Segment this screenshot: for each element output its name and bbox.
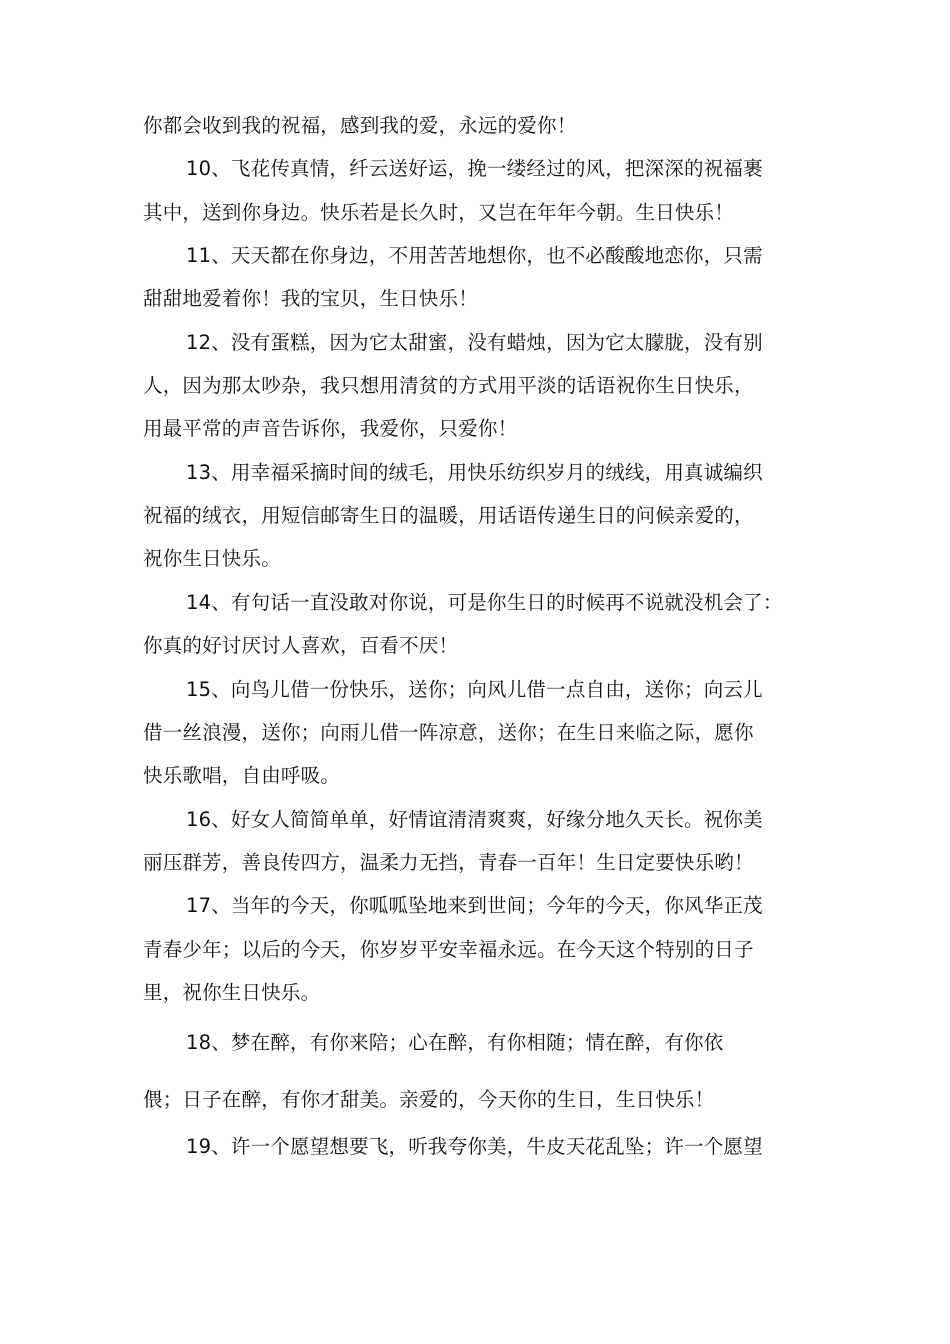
text-line: 祝福的绒衣，用短信邮寄生日的温暖，用话语传递生日的问候亲爱的， — [143, 504, 754, 527]
text-line: 偎；日子在醉，有你才甜美。亲爱的，今天你的生日，生日快乐！ — [143, 1088, 715, 1111]
text-line: 19、许一个愿望想要飞，听我夸你美，牛皮天花乱坠；许一个愿望 — [186, 1135, 763, 1158]
text-line: 你都会收到我的祝福，感到我的爱，永远的爱你！ — [143, 114, 577, 137]
text-line: 人，因为那太吵杂，我只想用清贫的方式用平淡的话语祝你生日快乐， — [143, 374, 754, 397]
text-line: 你真的好讨厌讨人喜欢，百看不厌！ — [143, 634, 459, 657]
text-line: 借一丝浪漫，送你；向雨儿借一阵凉意，送你；在生日来临之际，愿你 — [143, 721, 754, 744]
text-line: 其中，送到你身边。快乐若是长久时，又岂在年年今朝。生日快乐！ — [143, 201, 735, 224]
text-line: 18、梦在醉，有你来陪；心在醉，有你相随；情在醉，有你依 — [186, 1031, 724, 1054]
text-line: 甜甜地爱着你！我的宝贝，生日快乐！ — [143, 287, 478, 310]
text-line: 16、好女人简简单单，好情谊清清爽爽，好缘分地久天长。祝你美 — [186, 808, 763, 831]
text-line: 祝你生日快乐。 — [143, 547, 281, 570]
text-line: 10、飞花传真情，纤云送好运，挽一缕经过的风，把深深的祝福裹 — [186, 157, 763, 180]
text-line: 丽压群芳，善良传四方，温柔力无挡，青春一百年！生日定要快乐哟！ — [143, 851, 754, 874]
text-line: 用最平常的声音告诉你，我爱你，只爱你！ — [143, 417, 518, 440]
text-line: 13、用幸福采摘时间的绒毛，用快乐纺织岁月的绒线，用真诚编织 — [186, 461, 763, 484]
text-line: 快乐歌唱，自由呼吸。 — [143, 764, 341, 787]
text-line: 青春少年；以后的今天，你岁岁平安幸福永远。在今天这个特别的日子 — [143, 938, 754, 961]
text-line: 里，祝你生日快乐。 — [143, 981, 321, 1004]
text-line: 17、当年的今天，你呱呱坠地来到世间；今年的今天，你风华正茂 — [186, 894, 763, 917]
text-line: 14、有句话一直没敢对你说，可是你生日的时候再不说就没机会了： — [186, 591, 783, 614]
text-line: 15、向鸟儿借一份快乐，送你；向风儿借一点自由，送你；向云儿 — [186, 678, 763, 701]
text-line: 11、天天都在你身边，不用苦苦地想你，也不必酸酸地恋你，只需 — [186, 244, 763, 267]
text-line: 12、没有蛋糕，因为它太甜蜜，没有蜡烛，因为它太朦胧，没有别 — [186, 331, 763, 354]
